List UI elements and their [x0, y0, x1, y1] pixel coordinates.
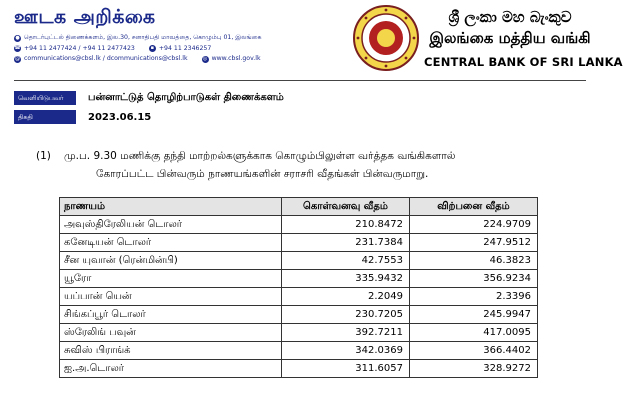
- buying-rate: 335.9432: [282, 270, 410, 288]
- email-icon: @: [15, 55, 20, 62]
- selling-rate: 417.0095: [410, 324, 538, 342]
- date-label: திகதி: [14, 110, 76, 124]
- table-row: [60, 252, 538, 270]
- exchange-rates-table: [59, 197, 538, 378]
- fax-icon: ▪: [150, 45, 155, 52]
- cbsl-seal-icon: [352, 4, 420, 72]
- fax-text: +94 11 2346257: [158, 44, 212, 52]
- paragraph-line-1-text: மு.ப. 9.30 மணிக்கு தந்தி மாற்றல்களுக்காக கொழும்பிலுள்ள வர்த்தக வங்கிகளால்: [64, 150, 456, 162]
- table-row: [60, 270, 538, 288]
- selling-rate: 245.9947: [410, 306, 538, 324]
- selling-rate: 356.9234: [410, 270, 538, 288]
- table-row: [60, 360, 538, 378]
- table-row: [60, 288, 538, 306]
- phone-row: [14, 44, 262, 55]
- buying-rate: 2.2049: [282, 288, 410, 306]
- table-header-row: [60, 198, 538, 216]
- issued-by-row: [14, 90, 284, 106]
- issued-by-label: வெளியிடுபவர்: [14, 91, 76, 105]
- table-row: [60, 342, 538, 360]
- date-value: 2023.06.15: [88, 111, 152, 123]
- currency-name: யப்பான் யென்: [60, 288, 282, 306]
- buying-rate: 342.0369: [282, 342, 410, 360]
- currency-name: கனேடியன் டொலர்: [60, 234, 282, 252]
- currency-name: அவுஸ்திரேலியன் டொலர்: [60, 216, 282, 234]
- paragraph-number: (1): [36, 150, 51, 162]
- intro-paragraph: [36, 147, 596, 183]
- buying-rate: 230.7205: [282, 306, 410, 324]
- paragraph-line-1: [36, 147, 596, 165]
- release-meta: [14, 90, 284, 128]
- location-icon: ●: [15, 34, 20, 41]
- table-row: [60, 216, 538, 234]
- currency-name: யூரோ: [60, 270, 282, 288]
- currency-name: ஐ.அ.டொலர்: [60, 360, 282, 378]
- web-icon: ◎: [202, 55, 208, 62]
- phone-icon: ☎: [14, 45, 21, 52]
- selling-rate: 46.3823: [410, 252, 538, 270]
- date-row: [14, 109, 284, 125]
- bank-name-sinhala: ශ්‍රී ලංකා මහ බැංකුව: [448, 8, 572, 26]
- paragraph-line-2: கோரப்பட்ட பின்வரும் நாணயங்களின் சராசரி வீதங்கள் பின்வருமாறு.: [96, 168, 429, 180]
- buying-rate: 231.7384: [282, 234, 410, 252]
- currency-name: சீன யுவான் (ரென்மின்பி): [60, 252, 282, 270]
- contact-block: [14, 33, 262, 65]
- email-text[interactable]: communications@cbsl.lk / dcommunications@cbsl.lk: [24, 55, 188, 62]
- address-text: தொடர்புட்டல் திணைக்களம், இல.30, சனாதிபதி மாவத்தை, கொழும்பு 01, இலங்கை: [24, 34, 262, 41]
- bank-name-english: CENTRAL BANK OF SRI LANKA: [424, 55, 623, 69]
- phone-text: +94 11 2477424 / +94 11 2477423: [24, 44, 135, 52]
- selling-rate: 366.4402: [410, 342, 538, 360]
- bank-name-tamil: இலங்கை மத்திய வங்கி: [429, 29, 591, 47]
- issued-by-value: பன்னாட்டுத் தொழிற்பாடுகள் திணைக்களம்: [88, 92, 284, 103]
- selling-rate: 247.9512: [410, 234, 538, 252]
- header-currency: நாணயம்: [60, 198, 282, 216]
- table-row: [60, 324, 538, 342]
- buying-rate: 210.8472: [282, 216, 410, 234]
- currency-name: ஸ்ரேலிங் பவுன்: [60, 324, 282, 342]
- bank-name-block: [424, 8, 623, 69]
- table-row: [60, 234, 538, 252]
- buying-rate: 311.6057: [282, 360, 410, 378]
- selling-rate: 328.9272: [410, 360, 538, 378]
- buying-rate: 392.7211: [282, 324, 410, 342]
- press-release-title: ஊடக அறிக்கை: [14, 6, 156, 28]
- currency-name: சிங்கப்பூர் டொலர்: [60, 306, 282, 324]
- buying-rate: 42.7553: [282, 252, 410, 270]
- header-divider: [14, 80, 586, 81]
- email-row: [14, 54, 262, 65]
- header-buying-rate: கொள்வனவு வீதம்: [282, 198, 410, 216]
- currency-name: சுவிஸ் பிராங்க்: [60, 342, 282, 360]
- website-text[interactable]: www.cbsl.gov.lk: [211, 55, 261, 62]
- selling-rate: 224.9709: [410, 216, 538, 234]
- letterhead: [0, 0, 623, 78]
- address-row: [14, 33, 262, 44]
- table-row: [60, 306, 538, 324]
- selling-rate: 2.3396: [410, 288, 538, 306]
- header-selling-rate: விற்பனை வீதம்: [410, 198, 538, 216]
